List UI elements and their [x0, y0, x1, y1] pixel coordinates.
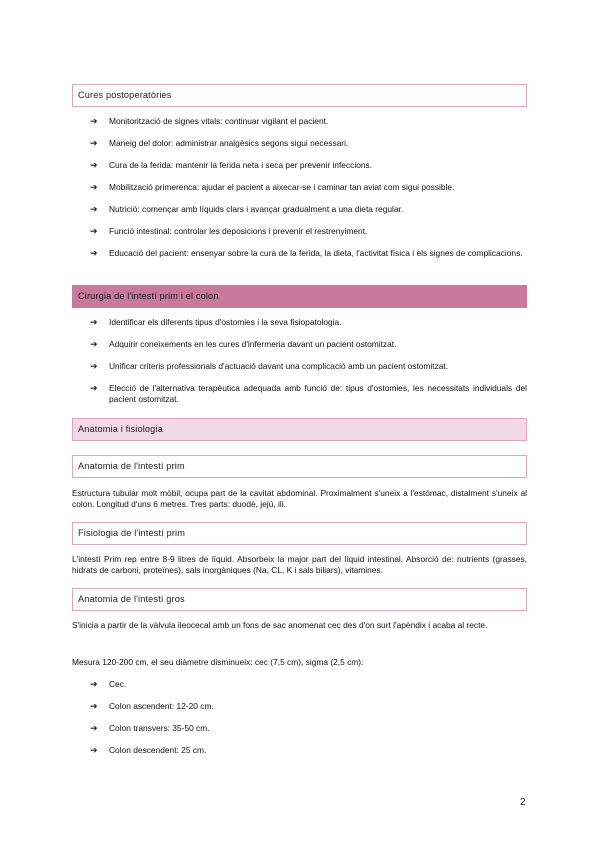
list-item-text: Cec. [109, 679, 127, 689]
list-item [90, 339, 527, 350]
arrow-right-icon: ➔ [90, 679, 98, 689]
list-item [90, 679, 527, 690]
list-item-text: Cura de la ferida: mantenir la ferida neta i seca per prevenir infeccions. [109, 160, 373, 170]
section-heading-anatomy-physiology: Anatomia i fisiologia [72, 418, 527, 441]
list-item-text: Colon descendent: 25 cm. [109, 745, 207, 755]
list-item [90, 361, 527, 372]
list-item [90, 317, 527, 328]
list-item-text: Colon transvers: 35-50 cm. [109, 723, 210, 733]
list-item-text: Unificar criteris professionals d'actuació davant una complicació amb un pacient ostomitzat. [109, 361, 449, 371]
arrow-right-icon: ➔ [90, 723, 98, 733]
list-item-text: Identificar els diferents tipus d'ostomies i la seva fisiopatologia. [109, 317, 342, 327]
list-item [90, 204, 527, 215]
list-item [90, 160, 527, 171]
list-item [90, 383, 527, 405]
list-item-text: Nutrició: començar amb líquids clars i avançar gradualment a una dieta regular. [109, 204, 404, 214]
arrow-right-icon: ➔ [90, 339, 98, 349]
surgery-objectives-list [90, 317, 527, 405]
list-item-text: Colon ascendent: 12-20 cm. [109, 701, 214, 711]
section-heading-postoperative-care: Cures postoperatòries [72, 84, 527, 107]
arrow-right-icon: ➔ [90, 138, 98, 148]
section-heading-surgery: Cirurgia de l'intestí prim i el colon [72, 285, 527, 308]
list-item-text: Educació del pacient: ensenyar sobre la cura de la ferida, la dieta, l'activitat física i els signes de complicacions. [109, 248, 523, 258]
arrow-right-icon: ➔ [90, 116, 98, 126]
list-item [90, 116, 527, 127]
list-item [90, 723, 527, 734]
arrow-right-icon: ➔ [90, 226, 98, 236]
arrow-right-icon: ➔ [90, 204, 98, 214]
arrow-right-icon: ➔ [90, 745, 98, 755]
small-intestine-anatomy-text: Estructura tubular molt mòbil, ocupa part de la cavitat abdominal. Proximalment s'uneix a l'estómac, distalment s'uneix al colon. Longitud d'uns 6 metres. Tres parts: duodè, jejú, ili. [72, 488, 527, 509]
list-item [90, 701, 527, 712]
list-item-text: Mobilització primerenca: ajudar el pacient a aixecar-se i caminar tan aviat com sigui possible. [109, 182, 455, 192]
small-intestine-physiology-text: L'intestí Prim rep entre 8-9 litres de líquid. Absorbeix la major part del líquid intestinal. Absorció de: nutrients (grasses, hidrats de carboni, proteïnes), sals inorgàniques (Na, CL, K i sals biliars), vitamines. [72, 554, 527, 575]
list-item-text: Maneig del dolor: administrar analgèsics segons sigui necessari. [109, 138, 349, 148]
list-item [90, 182, 527, 193]
list-item-text: Monitorització de signes vitals: continuar vigilant el pacient. [109, 116, 329, 126]
arrow-right-icon: ➔ [90, 317, 98, 327]
section-heading-large-intestine-anatomy: Anatomia de l'intestí gros [72, 588, 527, 611]
list-item [90, 138, 527, 149]
arrow-right-icon: ➔ [90, 383, 98, 393]
list-item [90, 745, 527, 756]
arrow-right-icon: ➔ [90, 248, 98, 258]
page-number: 2 [520, 797, 526, 808]
postoperative-care-list [90, 116, 527, 259]
list-item [90, 226, 527, 237]
list-item [90, 248, 527, 259]
arrow-right-icon: ➔ [90, 701, 98, 711]
arrow-right-icon: ➔ [90, 182, 98, 192]
list-item-text: Funció intestinal: controlar les deposicions i prevenir el restrenyiment. [109, 226, 368, 236]
list-item-text: Elecció de l'alternativa terapèutica adequada amb funció de: tipus d'ostomies, les necessitats individuals del pacient ostomitzat. [109, 383, 527, 404]
arrow-right-icon: ➔ [90, 361, 98, 371]
section-heading-small-intestine-anatomy: Anatomia de l'intestí prim [72, 455, 527, 478]
list-item-text: Adquirir coneixements en les cures d'infermeria davant un pacient ostomitzat. [109, 339, 397, 349]
arrow-right-icon: ➔ [90, 160, 98, 170]
section-heading-small-intestine-physiology: Fisiologia de l'intestí prim [72, 522, 527, 545]
large-intestine-measure-text: Mesura 120-200 cm, el seu diàmetre disminueix: cec (7,5 cm), sigma (2,5 cm): [72, 657, 364, 667]
colon-segments-list [90, 679, 527, 756]
large-intestine-intro-text: S'inicia a partir de la vàlvula ileocecal amb un fons de sac anomenat cec des d'on surt l'apèndix i acaba al recte. [72, 620, 488, 630]
